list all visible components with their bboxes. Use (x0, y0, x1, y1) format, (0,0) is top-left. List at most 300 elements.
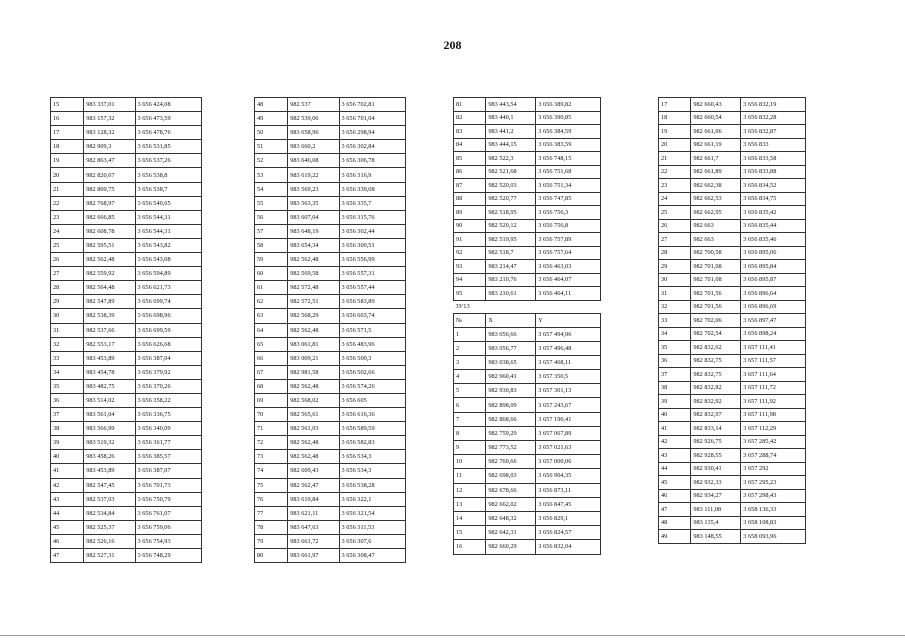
x-coordinate: 983 654,34 (288, 238, 339, 252)
y-coordinate: 3 656 701,04 (339, 112, 405, 126)
table-row (659, 422, 806, 436)
table-row (255, 182, 406, 196)
point-number: 63 (255, 309, 288, 323)
x-coordinate: 982 562,48 (288, 450, 339, 464)
point-number: 56 (255, 210, 288, 224)
y-coordinate: 3 657 298,43 (741, 489, 806, 503)
table-row (659, 165, 806, 179)
point-number: 94 (454, 273, 486, 287)
x-coordinate: 982 981,58 (288, 365, 339, 379)
table-row (454, 540, 601, 554)
table-row (454, 260, 601, 274)
y-coordinate: 3 656 698,96 (135, 309, 201, 323)
table-row (659, 489, 806, 503)
x-coordinate: 982 832,82 (691, 381, 741, 395)
table-row (659, 341, 806, 355)
x-coordinate: 982 518,95 (486, 206, 536, 220)
point-number: 79 (255, 534, 288, 548)
table-row (454, 455, 601, 469)
x-coordinate: 982 661,89 (691, 165, 741, 179)
table-row (659, 516, 806, 530)
y-coordinate: 3 656 387,04 (135, 351, 201, 365)
table-row (454, 273, 601, 287)
x-coordinate: 982 701,56 (691, 287, 741, 301)
table-row (454, 327, 601, 341)
point-number: 44 (659, 462, 691, 476)
x-coordinate: 983 607,04 (288, 210, 339, 224)
table-row (51, 168, 202, 182)
y-coordinate: 3 656 873,11 (536, 483, 601, 497)
point-number: 48 (255, 98, 288, 112)
x-coordinate: 982 648,32 (486, 511, 536, 525)
x-coordinate: 982 522,3 (486, 152, 536, 166)
x-coordinate: 983 056,66 (486, 327, 536, 341)
table-row (255, 154, 406, 168)
point-number: 4 (454, 370, 486, 384)
point-number: 43 (659, 449, 691, 463)
table-row (255, 365, 406, 379)
table-row (255, 408, 406, 422)
point-number: 50 (255, 126, 288, 140)
x-coordinate: 983 061,81 (288, 337, 339, 351)
point-number: 17 (51, 126, 84, 140)
x-coordinate: 982 520,12 (486, 219, 536, 233)
x-coordinate: 982 832,62 (691, 341, 741, 355)
table-row (255, 112, 406, 126)
table-row (659, 219, 806, 233)
x-coordinate: 982 564,48 (84, 281, 135, 295)
y-coordinate: 3 656 594,89 (135, 267, 201, 281)
table-row (255, 295, 406, 309)
y-coordinate: 3 656 316,9 (339, 168, 405, 182)
y-coordinate: 3 656 699,74 (135, 295, 201, 309)
x-coordinate: 982 960,41 (486, 370, 536, 384)
table-row (454, 426, 601, 440)
point-number: 34 (659, 327, 691, 341)
table-row (454, 125, 601, 139)
y-coordinate: 3 656 361,77 (135, 436, 201, 450)
table-row (659, 300, 806, 314)
point-number: 31 (659, 287, 691, 301)
y-coordinate: 3 656 540,65 (135, 196, 201, 210)
x-coordinate: 982 537,66 (84, 323, 135, 337)
y-coordinate: 3 657 000,06 (536, 455, 601, 469)
table-row (255, 464, 406, 478)
y-coordinate: 3 656 389,82 (536, 98, 601, 112)
y-coordinate: 3 656 385,57 (135, 450, 201, 464)
x-coordinate: 982 700,58 (691, 246, 741, 260)
y-coordinate: 3 658 093,96 (741, 530, 806, 544)
table-row (454, 398, 601, 412)
y-coordinate: 3 656 473,59 (135, 112, 201, 126)
point-number: 18 (51, 140, 84, 154)
y-coordinate: 3 656 605 (339, 393, 405, 407)
point-number: 37 (659, 368, 691, 382)
x-coordinate: 982 661,7 (691, 152, 741, 166)
y-coordinate: 3 656 556,99 (339, 253, 405, 267)
y-coordinate: 3 657 112,29 (741, 422, 806, 436)
x-coordinate: 982 568,29 (288, 309, 339, 323)
table-row (51, 393, 202, 407)
y-coordinate: 3 656 321,54 (339, 506, 405, 520)
x-coordinate: 982 701,08 (691, 260, 741, 274)
table-row (659, 381, 806, 395)
y-coordinate: 3 656 543,82 (135, 238, 201, 252)
page-bottom-edge (0, 635, 905, 636)
x-coordinate: 982 760,66 (486, 455, 536, 469)
x-coordinate: 982 572,51 (288, 295, 339, 309)
table-row (255, 351, 406, 365)
point-number: 86 (454, 165, 486, 179)
table-row (659, 408, 806, 422)
y-coordinate: 3 656 835,44 (741, 219, 806, 233)
table-row (255, 549, 406, 563)
y-coordinate: 3 657 285,42 (741, 435, 806, 449)
point-number: 22 (659, 165, 691, 179)
x-coordinate: 982 820,67 (84, 168, 135, 182)
point-number: 35 (51, 379, 84, 393)
point-number: 5 (454, 384, 486, 398)
point-number: 26 (51, 253, 84, 267)
y-coordinate: 3 656 574,26 (339, 379, 405, 393)
x-coordinate: 982 698,03 (486, 469, 536, 483)
table-row (255, 126, 406, 140)
x-coordinate: 982 662,38 (691, 179, 741, 193)
point-number: 13 (454, 497, 486, 511)
table-row (255, 534, 406, 548)
x-coordinate: 982 662,02 (486, 497, 536, 511)
x-coordinate: 983 441,2 (486, 125, 536, 139)
coordinates-table-2 (254, 97, 406, 563)
point-number: 21 (659, 152, 691, 166)
table-row (255, 224, 406, 238)
y-coordinate: 3 656 335,7 (339, 196, 405, 210)
x-coordinate: 983 443,54 (486, 98, 536, 112)
table-row (51, 379, 202, 393)
point-number: 28 (51, 281, 84, 295)
point-number: 93 (454, 260, 486, 274)
x-coordinate: 982 768,97 (84, 196, 135, 210)
y-coordinate: 3 657 111,57 (741, 354, 806, 368)
table-row (255, 168, 406, 182)
y-coordinate: 3 656 424,08 (135, 98, 201, 112)
x-coordinate: 983 214,47 (486, 260, 536, 274)
table-row (51, 154, 202, 168)
x-coordinate: 983 561,04 (84, 408, 135, 422)
point-number: 77 (255, 506, 288, 520)
point-number: 60 (255, 267, 288, 281)
point-number: 71 (255, 422, 288, 436)
y-coordinate: 3 656 589,59 (339, 422, 405, 436)
point-number: 41 (659, 422, 691, 436)
x-coordinate: 983 009,21 (288, 351, 339, 365)
x-coordinate: 982 521,68 (486, 165, 536, 179)
table-row (255, 436, 406, 450)
point-number: 59 (255, 253, 288, 267)
point-number: 27 (659, 233, 691, 247)
point-number: 35 (659, 341, 691, 355)
x-coordinate: 982 537 (288, 98, 339, 112)
x-coordinate: 982 832,97 (691, 408, 741, 422)
table-row (51, 140, 202, 154)
y-coordinate: 3 657 021,63 (536, 441, 601, 455)
table-row (454, 138, 601, 152)
y-coordinate: 3 656 383,59 (536, 138, 601, 152)
y-coordinate: 3 656 534,3 (339, 450, 405, 464)
x-coordinate: 982 701,56 (691, 300, 741, 314)
x-coordinate: 983 646,08 (288, 154, 339, 168)
point-number: 19 (51, 154, 84, 168)
y-coordinate: 3 656 464,07 (536, 273, 601, 287)
y-coordinate: 3 656 896,69 (741, 300, 806, 314)
table-row (255, 267, 406, 281)
point-number: 10 (454, 455, 486, 469)
x-coordinate: 982 562,48 (84, 253, 135, 267)
point-number: 95 (454, 287, 486, 301)
table-row (51, 408, 202, 422)
y-coordinate: 3 656 538,7 (135, 182, 201, 196)
table-row (255, 379, 406, 393)
x-coordinate: 982 525,37 (84, 520, 135, 534)
table-row (255, 309, 406, 323)
table-row (659, 233, 806, 247)
table-row (659, 138, 806, 152)
table-row (454, 287, 601, 301)
table-row (659, 314, 806, 328)
x-coordinate: 982 519,95 (486, 233, 536, 247)
table-row (454, 511, 601, 525)
x-coordinate: 982 932,33 (691, 476, 741, 490)
x-coordinate: 982 701,08 (691, 273, 741, 287)
point-number: 32 (659, 300, 691, 314)
point-number: 67 (255, 365, 288, 379)
y-coordinate: 3 657 350,5 (536, 370, 601, 384)
y-coordinate: 3 656 835,42 (741, 206, 806, 220)
y-coordinate: 3 656 834,52 (741, 179, 806, 193)
x-coordinate: 983 648,19 (288, 224, 339, 238)
coordinates-table-4 (658, 97, 806, 544)
table-row (51, 309, 202, 323)
point-number: 61 (255, 281, 288, 295)
point-number: 36 (51, 393, 84, 407)
y-coordinate: 3 656 833 (741, 138, 806, 152)
x-coordinate: 983 210,61 (486, 287, 536, 301)
table-row (51, 112, 202, 126)
point-number: 55 (255, 196, 288, 210)
point-number: 23 (51, 210, 84, 224)
table-row (51, 196, 202, 210)
y-coordinate: 3 656 311,53 (339, 520, 405, 534)
table-row (454, 412, 601, 426)
table-row (51, 323, 202, 337)
point-number: 41 (51, 464, 84, 478)
x-coordinate: 982 702,54 (691, 327, 741, 341)
y-coordinate: 3 656 300,51 (339, 238, 405, 252)
y-coordinate: 3 656 748,15 (536, 152, 601, 166)
table-row (659, 435, 806, 449)
point-number: 2 (454, 341, 486, 355)
table-row (51, 506, 202, 520)
point-number: 66 (255, 351, 288, 365)
point-number: 40 (659, 408, 691, 422)
y-coordinate: 3 656 756,3 (536, 206, 601, 220)
point-number: 85 (454, 152, 486, 166)
y-coordinate: 3 656 751,68 (536, 165, 601, 179)
point-number: 92 (454, 246, 486, 260)
point-number: 58 (255, 238, 288, 252)
x-coordinate: 982 832,75 (691, 354, 741, 368)
point-number: 25 (659, 206, 691, 220)
point-number: 84 (454, 138, 486, 152)
point-number: 24 (659, 192, 691, 206)
y-coordinate: 3 656 759,06 (135, 520, 201, 534)
y-coordinate: 3 657 111,72 (741, 381, 806, 395)
point-number: 49 (659, 530, 691, 544)
table-row (255, 337, 406, 351)
y-coordinate: 3 656 895,06 (741, 246, 806, 260)
table-header-row (454, 314, 601, 328)
point-number: 38 (659, 381, 691, 395)
point-number: 26 (659, 219, 691, 233)
table-row (659, 125, 806, 139)
x-coordinate: 983 519,32 (84, 436, 135, 450)
point-number: 37 (51, 408, 84, 422)
y-coordinate: 3 657 292 (741, 462, 806, 476)
y-coordinate: 3 656 748,29 (135, 549, 201, 563)
y-coordinate: 3 656 339,08 (339, 182, 405, 196)
y-coordinate: 3 656 583,89 (339, 295, 405, 309)
x-coordinate: 983 056,77 (486, 341, 536, 355)
table-row (454, 441, 601, 455)
x-coordinate: 982 559,92 (84, 267, 135, 281)
y-coordinate: 3 656 387,07 (135, 464, 201, 478)
x-coordinate: 983 337,01 (84, 98, 135, 112)
table-row (255, 520, 406, 534)
point-number: 73 (255, 450, 288, 464)
point-number: 22 (51, 196, 84, 210)
y-coordinate: 3 656 754,93 (135, 534, 201, 548)
table-row (659, 503, 806, 517)
y-coordinate: 3 656 747,85 (536, 192, 601, 206)
x-coordinate: 982 520,03 (486, 179, 536, 193)
point-number: 42 (51, 478, 84, 492)
y-coordinate: 3 656 757,89 (536, 233, 601, 247)
table-row (659, 111, 806, 125)
point-number: 87 (454, 179, 486, 193)
table-row (659, 476, 806, 490)
table-row (454, 483, 601, 497)
y-coordinate: 3 657 067,89 (536, 426, 601, 440)
x-coordinate: 982 561,03 (288, 422, 339, 436)
table-row (51, 126, 202, 140)
point-number: 48 (659, 516, 691, 530)
table-row (255, 281, 406, 295)
y-coordinate: 3 656 896,64 (741, 287, 806, 301)
table-row (659, 449, 806, 463)
table-row (454, 179, 601, 193)
point-number: 3 (454, 355, 486, 369)
x-coordinate: 983 619,84 (288, 492, 339, 506)
y-coordinate: 3 656 701,73 (135, 478, 201, 492)
y-coordinate: 3 657 301,13 (536, 384, 601, 398)
x-coordinate: 982 868,66 (486, 412, 536, 426)
x-coordinate: 983 444,15 (486, 138, 536, 152)
point-number: 68 (255, 379, 288, 393)
point-number: 46 (659, 489, 691, 503)
x-coordinate: 982 660,29 (486, 540, 536, 554)
table-row (51, 549, 202, 563)
x-coordinate: 982 660,43 (691, 98, 741, 112)
table-row (255, 323, 406, 337)
x-coordinate: 982 547,45 (84, 478, 135, 492)
x-coordinate: 983 482,75 (84, 379, 135, 393)
y-coordinate: 3 656 603,74 (339, 309, 405, 323)
y-coordinate: 3 656 824,57 (536, 526, 601, 540)
table-row (51, 182, 202, 196)
section-caption: ЗУ13 (454, 300, 601, 314)
table-row (255, 98, 406, 112)
point-number: 65 (255, 337, 288, 351)
table-row (454, 206, 601, 220)
x-coordinate: 982 809,75 (84, 182, 135, 196)
point-number: 20 (51, 168, 84, 182)
y-coordinate: 3 657 494,96 (536, 327, 601, 341)
x-coordinate: 983 619,22 (288, 168, 339, 182)
y-coordinate: 3 657 496,48 (536, 341, 601, 355)
point-number: 32 (51, 337, 84, 351)
x-coordinate: 982 568,02 (288, 393, 339, 407)
table-row (454, 152, 601, 166)
y-coordinate: 3 656 307,6 (339, 534, 405, 548)
table-row (454, 370, 601, 384)
x-coordinate: 982 537,03 (84, 492, 135, 506)
point-number: 11 (454, 469, 486, 483)
point-number: 43 (51, 492, 84, 506)
x-coordinate: 982 565,61 (288, 408, 339, 422)
y-coordinate: 3 656 621,73 (135, 281, 201, 295)
x-coordinate: 982 527,31 (84, 549, 135, 563)
point-number: 9 (454, 441, 486, 455)
point-number: 15 (51, 98, 84, 112)
table-row (454, 384, 601, 398)
y-coordinate: 3 656 616,36 (339, 408, 405, 422)
coordinates-table-1 (50, 97, 202, 563)
point-number: 47 (51, 549, 84, 563)
point-number: 12 (454, 483, 486, 497)
x-coordinate: 982 547,89 (84, 295, 135, 309)
point-number: 24 (51, 224, 84, 238)
y-coordinate: 3 656 898,24 (741, 327, 806, 341)
x-coordinate: 983 038,65 (486, 355, 536, 369)
table-row (659, 273, 806, 287)
table-row (255, 140, 406, 154)
y-coordinate: 3 656 531,85 (135, 140, 201, 154)
x-coordinate: 982 553,17 (84, 337, 135, 351)
point-number: 45 (51, 520, 84, 534)
x-coordinate: 982 773,52 (486, 441, 536, 455)
table-row (51, 281, 202, 295)
coordinates-table-3 (453, 97, 601, 555)
x-coordinate: 982 832,92 (691, 395, 741, 409)
y-coordinate: 3 656 557,31 (339, 267, 405, 281)
y-coordinate: 3 656 699,59 (135, 323, 201, 337)
y-coordinate: 3 656 832,87 (741, 125, 806, 139)
table-row (659, 395, 806, 409)
table-row (454, 111, 601, 125)
x-coordinate: 982 759,29 (486, 426, 536, 440)
point-number: 17 (659, 98, 691, 112)
y-coordinate: 3 657 111,41 (741, 341, 806, 355)
